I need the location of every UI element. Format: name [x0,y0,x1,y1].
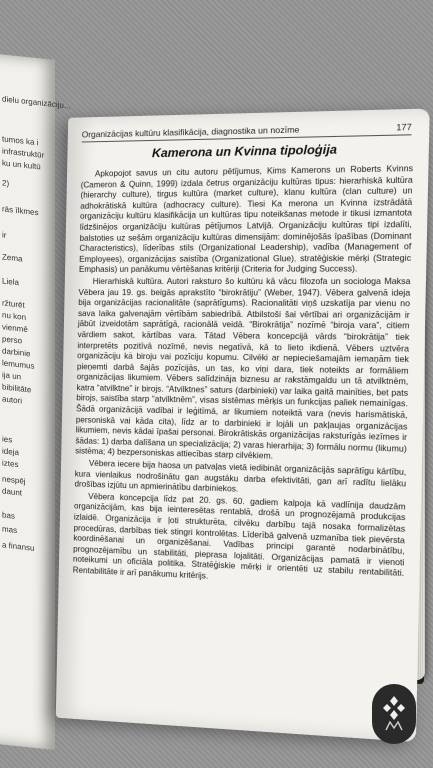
book-page [56,108,430,742]
left-page-text: perso [2,334,23,346]
left-page-text: ir [2,230,7,240]
left-page-text: ržturēt [2,298,25,310]
left-page-text: 2) [2,178,10,189]
running-header [82,122,412,143]
left-page-text: bibilitāte [2,382,32,395]
left-page-text: ku un kultū [2,158,41,172]
page-body [73,164,414,593]
left-page-text: mas [2,524,18,536]
watermark-logo [372,684,416,744]
left-page-text: Liela [2,276,19,288]
left-page-text: ideja [2,446,19,458]
paragraph: Hierarhiskā kultūra. Autori raksturo šo kultūru kā vācu filozofa un sociologa Maksa Vēbera jau 19. gs. beigās aprakstīto “birokrātiju” (Weber, 1947). Vēbera galvenā ideja bija organizācijas racionalitāte (saprātīgums). Racionalitāti viņš uzskatīja par vienu no sava laika galvenajām vērtībām sabiedrībā. Atbilstoši šai vērtībai ari organizācijām ir jābūt izveidotām saprātīgā, racionālā veidā. “Birokrātija” nozīmē “biroja vara”, citiem vārdiem sakot, kārtības vara. Tātad Vēbera koncepcijā vārds “birokrātija” tiek interpretēts pozitīvā nozīmē, nevis negatīvā, kā to lieto ikdienā. Vēbers uztvēra organizāciju kā biroju vai pozīciju kopumu. Cilvēki ar nepieciešamajām iemaņām tiek pieņemti darbā šajās pozīcijās, un tas, ko viņi dara, tiek noteikts ar formāliem organizācijas likumiem. Vēbers salīdzināja biznesu ar rakstāmgaldu un tā atvilktnēm, katra “atvilktne” ir birojs. “Atvilktnes” saturs (darbinieki) var laika gaitā mainīties, bet pats birojs, saistība starp “atvilktnēm”, visas sistēmas mērķis un funkcijas paliek nemainīgas. Šādā organizācijā vadībai ir leģitīmā, ar likumiem noteiktā vara (nevis harismātiskā, personiskā vai kāda cita), līdz ar to darbinieki ir lojāli un pakļaujas organizācijas likumiem, nevis kādai īpašai personai. Birokrātiskās organizācijas raksturīgās iezīmes ir šādas: 1) darba dalīšana un specializācija; 2) varas hierarhija; 3) formālu normu (likumu) sistēma; 4) bezpersoniskas attiecības starp cilvēkiem. [75,276,411,462]
diamond-logo-icon [381,694,407,734]
left-page-text: daunt [2,486,23,498]
left-page-text: nu kon [2,310,27,322]
left-page-text: iztes [2,458,19,470]
left-page-text: nespēj [2,474,26,486]
header-chapter-title: Organizācijas kultūru klasifikācija, diagnostika un nozīme [81,124,300,140]
left-page-text: lemumus [2,358,35,371]
paragraph: Vēbera koncepcija līdz pat 20. gs. 60. gadiem kalpoja kā vadlīnija daudzām organizācijām, kas bija ieinteresētas rentablā, drošā un prognozējamā produkcijas izlaidē. Organizācija ir ļoti strukturēta, cilvēku darbību tajā nosaka formalizētas procedūras, darbības tiek stingri kontrolētas. Līderībā galvenā uzmanība tiek pievērsta koordinēšanai un organizēšanai. Vadības principi garantē nodarbinātību, prognozējamību un stabilitāti, pieprasa lojalitāti. Organizācijas pamatā ir vienoti noteikumi un oficiāla politika. Stratēģiskie mērķi ir orientēti uz stabilu rentabilitāti. Rentabilitāte ir arī panākumu kritērijs. [72,491,406,581]
left-page-text: darbinie [2,346,31,359]
left-page-text: ies [2,434,13,445]
left-page-text: infrastruktūr [2,146,45,160]
left-page-text: Zema [2,252,23,264]
left-page-text: rās īlkmes [2,204,39,218]
left-page-text: dielu organizāciju... [2,94,71,111]
left-page-text: vienmē [2,322,28,335]
left-page-text: tumos ka i [2,134,39,148]
previous-page [0,50,71,750]
page-number: 177 [396,121,412,133]
left-page-text: ija un [2,370,22,382]
left-page-text: autori [2,394,23,406]
paragraph: Apkopojot savus un citu autoru pētījumus, Kims Kamerons un Roberts Kvinns (Cameron & Quinn, 1999) izdala četrus organizāciju kultūras tipus: hierarhiskā kultūra (hierarchy culture), tirgus kultūra (market culture), klanu kultūra (clan culture) un adhokrātiskā kultūra (adhocracy culture). Tiesi Ka merona un Kvinna izstrādātā organizāciju kultūru klasifikācija un kultūras tipu noteikšanas metode ir tikusi izmantota līdzšinējos organizāciju kultūras pētījumos Latvijā. Organizāciju kultūras tipi izdalīti, balstoties uz sešām organizāciju kultūras dimensijām: dominējošās īpašības (Dominant Characteristics), līderības stils (Organizational Leadership), vadība (Management of Employees), organizācijas saistība (Organizational Glue), stratēģiskie mērķi (Strategic Emphasis) un panākumu vērtēšanas kritēriji (Criteria for Judging Success). [78,163,414,275]
section-title: Kamerona un Kvinna tipoloģija [151,142,338,161]
left-page-text: bas [2,510,15,521]
left-page-text: a finansu [2,540,35,553]
paragraph: Vēbera iecere bija haosa un patvaļas vietā iedibināt organizācijās saprātīgu kārtību, kura vienlaikus nodrošinātu gan augstāku darba efektivitāti, gan arī radītu lielāku drošības izjūtu un apmierinātību darbiniekos. [74,458,407,494]
